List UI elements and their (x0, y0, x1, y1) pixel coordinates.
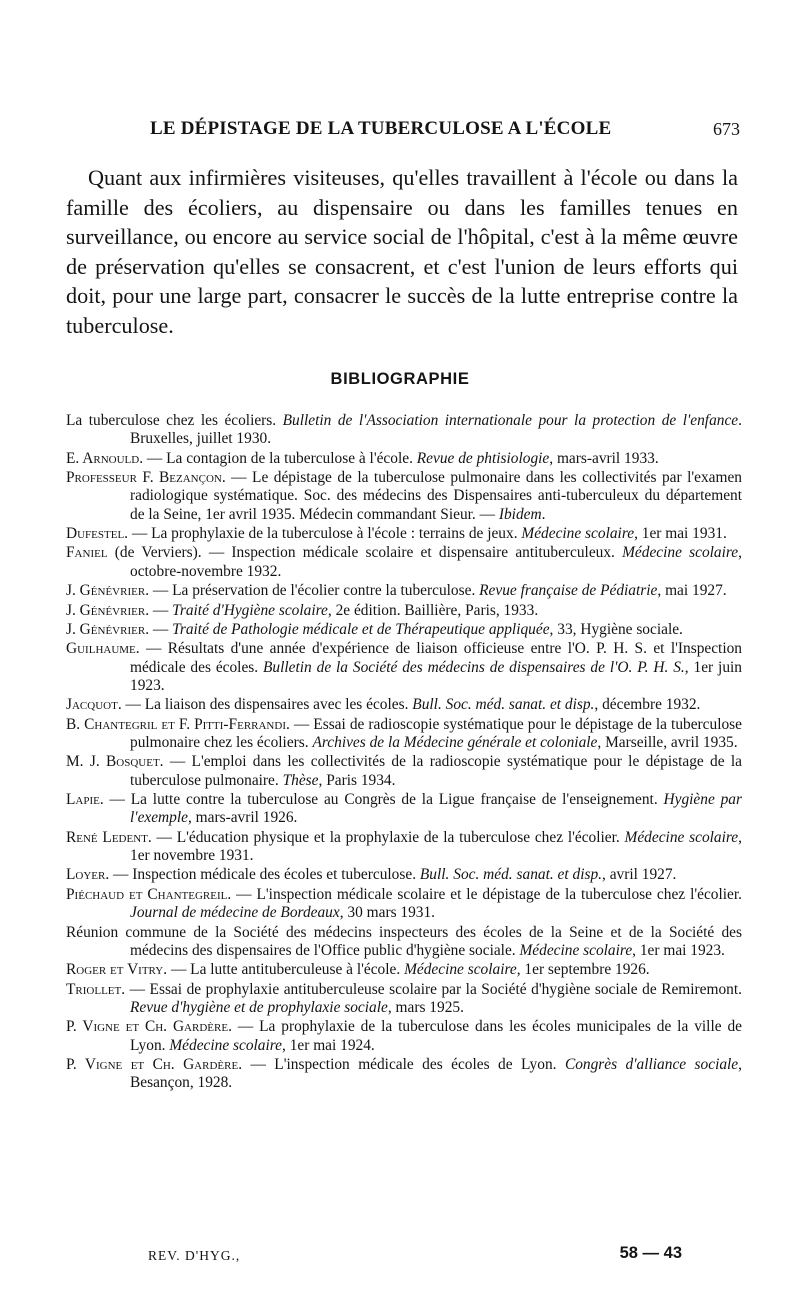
entry-tail: . Bruxelles, juillet 1930. (130, 412, 742, 448)
entry-source: Traité d'Hygiène scolaire (172, 601, 328, 619)
bibliography-entry (66, 582, 742, 600)
bibliography-entry (66, 696, 742, 714)
entry-tail: , 33, Hygiène sociale. (549, 620, 683, 638)
footer-signature: 58 — 43 (619, 1244, 682, 1262)
bibliography-entry (66, 981, 742, 1018)
entry-text: . — La contagion de la tuberculose à l'école. (139, 449, 417, 467)
entry-text: La tuberculose chez les écoliers. (66, 412, 283, 429)
entry-text: . — La prophylaxie de la tuberculose dans les écoles municipales de la ville de Lyon. (130, 1018, 742, 1054)
entry-text: . — (145, 620, 173, 638)
entry-text: . — La préservation de l'écolier contre la tuberculose. (145, 582, 480, 600)
entry-source: Ibidem (498, 505, 542, 523)
entry-tail: , octobre-novembre 1932. (130, 544, 743, 580)
bibliography-entry (66, 1018, 742, 1055)
intro-paragraph: Quant aux infirmières visiteuses, qu'elles travaillent à l'école ou dans la famille des écoliers, au dispensaire ou dans les familles tenues en surveillance, ou encore au service social de l'hôpital, c'est à la même œuvre de préservation qu'elles se consacrent, et c'est l'union de leurs efforts qui doit, pour une large part, consacrer le succès de la lutte entreprise contre la tuberculose. (66, 165, 738, 338)
entry-tail: , avril 1927. (602, 866, 677, 884)
entry-author: Loyer (66, 866, 106, 884)
entry-source: Bull. Soc. méd. sanat. et disp. (412, 696, 595, 714)
entry-tail: , mars-avril 1926. (187, 809, 298, 827)
entry-source: Journal de médecine de Bordeaux (130, 904, 340, 922)
entry-tail: , 1er novembre 1931. (130, 828, 742, 865)
entry-author: Triollet (66, 980, 122, 998)
bibliography-entry (66, 621, 742, 639)
entry-author: Lapie (66, 791, 100, 809)
entry-tail: , 2e édition. Baillière, Paris, 1933. (327, 601, 539, 619)
entry-text: . — La lutte contre la tuberculose au Congrès de la Ligue française de l'enseignement. (99, 791, 664, 809)
entry-author: Dufestel (66, 525, 125, 543)
entry-tail: , 30 mars 1931. (339, 904, 436, 922)
entry-tail: , 1er mai 1931. (634, 525, 727, 543)
bibliography-heading: BIBLIOGRAPHIE (330, 370, 470, 388)
bibliography-entry (66, 753, 742, 790)
entry-source: Médecine scolaire (169, 1036, 283, 1054)
running-title: LE DÉPISTAGE DE LA TUBERCULOSE A L'ÉCOLE (150, 118, 612, 139)
entry-source: Revue française de Pédiatrie (479, 582, 658, 600)
entry-author: René Ledent (66, 828, 148, 846)
entry-source: Médecine scolaire (521, 525, 635, 543)
entry-author: B. Chantegril et F. Pitti-Ferrandi (66, 715, 286, 733)
bibliography-entry (66, 829, 742, 866)
entry-text: . — Essai de radioscopie systématique pour le dépistage de la tuberculose pulmonaire chez les écoliers. (130, 715, 742, 751)
bibliography-entry (66, 469, 742, 524)
entry-text: . — La liaison des dispensaires avec les écoles. (117, 696, 413, 714)
bibliography-entry (66, 886, 742, 923)
entry-author: P. Vigne et Ch. Gardère (66, 1018, 229, 1036)
entry-source: Revue de phtisiologie (416, 449, 550, 467)
entry-tail: , 1er juin 1923. (130, 658, 742, 694)
bibliography-entry (66, 412, 742, 449)
entry-author: Guilhaume (66, 640, 136, 658)
entry-text: Réunion commune de la Société des médecins inspecteurs des écoles de la Seine et de la Société des médecins des dispensaires de l'Office public d'hygiène sociale. (66, 923, 742, 959)
entry-tail: , Marseille, avril 1935. (597, 733, 738, 751)
entry-source: Médecine scolaire (622, 544, 739, 562)
entry-source: Médecine scolaire (519, 941, 633, 959)
entry-text: (de Verviers). — Inspection médicale scolaire et dispensaire antituberculeux. (107, 544, 623, 562)
entry-text: . — L'emploi dans les collectivités de la radioscopie systématique pour le dépistage de la tuberculose pulmonaire. (130, 753, 743, 789)
entry-tail: , décembre 1932. (594, 696, 701, 714)
bibliography-entry (66, 544, 742, 581)
bibliography-entry (66, 525, 742, 543)
entry-text: . — L'éducation physique et la prophylaxie de la tuberculose chez l'écolier. (147, 828, 625, 846)
entry-source: Archives de la Médecine générale et coloniale (312, 733, 598, 751)
bibliography-entry (66, 961, 742, 979)
entry-source: Revue d'hygiène et de prophylaxie sociale (130, 998, 388, 1016)
entry-source: Bulletin de la Société des médecins de dispensaires de l'O. P. H. S. (263, 658, 685, 676)
bibliography-entry (66, 924, 742, 961)
entry-tail: , mars 1925. (387, 998, 464, 1016)
entry-tail: , 1er septembre 1926. (516, 961, 650, 979)
entry-author: M. J. Bosquet (66, 753, 160, 771)
bibliography-entry (66, 602, 742, 620)
entry-tail: , mars-avril 1933. (549, 449, 659, 467)
entry-tail: , Paris 1934. (318, 771, 396, 789)
entry-text: . — L'inspection médicale des écoles de Lyon. (238, 1055, 565, 1073)
entry-author: Piéchaud et Chantegreil (66, 885, 228, 903)
entry-author: Roger et Vitry (66, 961, 164, 979)
entry-author: J. Génévrier (66, 582, 146, 600)
footer-journal: REV. D'HYG., (148, 1248, 241, 1263)
entry-author: J. Génévrier (66, 601, 146, 619)
entry-author: Faniel (66, 544, 108, 562)
entry-tail: , 1er mai 1924. (282, 1036, 375, 1054)
entry-tail: , mai 1927. (657, 582, 727, 600)
entry-author: J. Génévrier (66, 620, 146, 638)
page-footer (148, 1244, 682, 1268)
bibliography-list (66, 412, 742, 1094)
entry-author: P. Vigne et Ch. Gardère (66, 1055, 239, 1073)
entry-source: Traité de Pathologie médicale et de Thérapeutique appliquée (172, 620, 550, 638)
entry-tail: . (541, 505, 546, 523)
entry-text: . — (145, 601, 173, 619)
bibliography-entry (66, 716, 742, 753)
entry-source: Médecine scolaire (404, 961, 517, 979)
entry-text: . — La lutte antituberculeuse à l'école. (163, 961, 405, 979)
entry-author: E. Arnould (66, 449, 140, 467)
entry-tail: , Besançon, 1928. (130, 1055, 743, 1092)
bibliography-entry (66, 640, 742, 695)
page-number: 673 (713, 119, 740, 139)
entry-source: Thèse (282, 771, 319, 789)
entry-text: . — Le dépistage de la tuberculose pulmonaire dans les collectivités par l'examen radiologique systématique. Soc. des médecins des Dispensaires anti-tuberculeux du département de la Seine, 1er avril 1935. Médecin commandant Sieur. — (130, 469, 743, 523)
running-head (60, 118, 740, 146)
entry-author: Jacquot (66, 696, 118, 714)
entry-text: . — Inspection médicale des écoles et tuberculose. (105, 866, 420, 884)
entry-author: Professeur F. Bezançon (66, 469, 222, 487)
bibliography-entry (66, 791, 742, 828)
bibliography-entry (66, 1056, 742, 1093)
bibliography-entry (66, 866, 742, 884)
entry-source: Congrès d'alliance sociale (564, 1055, 739, 1073)
entry-source: Médecine scolaire (624, 828, 739, 846)
entry-text: . — L'inspection médicale scolaire et le dépistage de la tuberculose chez l'écolier. (227, 885, 742, 903)
entry-text: . — Essai de prophylaxie antituberculeuse scolaire par la Société d'hygiène sociale de Remiremont. (121, 980, 742, 998)
entry-source: Bull. Soc. méd. sanat. et disp. (419, 866, 603, 884)
entry-source: Bulletin de l'Association internationale pour la protection de l'enfance (282, 412, 739, 429)
bibliography-entry (66, 450, 742, 468)
entry-text: . — La prophylaxie de la tuberculose à l'école : terrains de jeux. (124, 525, 522, 543)
entry-source: Hygiène par l'exemple (130, 791, 742, 827)
entry-text: . — Résultats d'une année d'expérience de liaison officieuse entre l'O. P. H. S. et l'Inspection médicale des écoles. (130, 640, 742, 676)
entry-tail: , 1er mai 1923. (632, 941, 725, 959)
